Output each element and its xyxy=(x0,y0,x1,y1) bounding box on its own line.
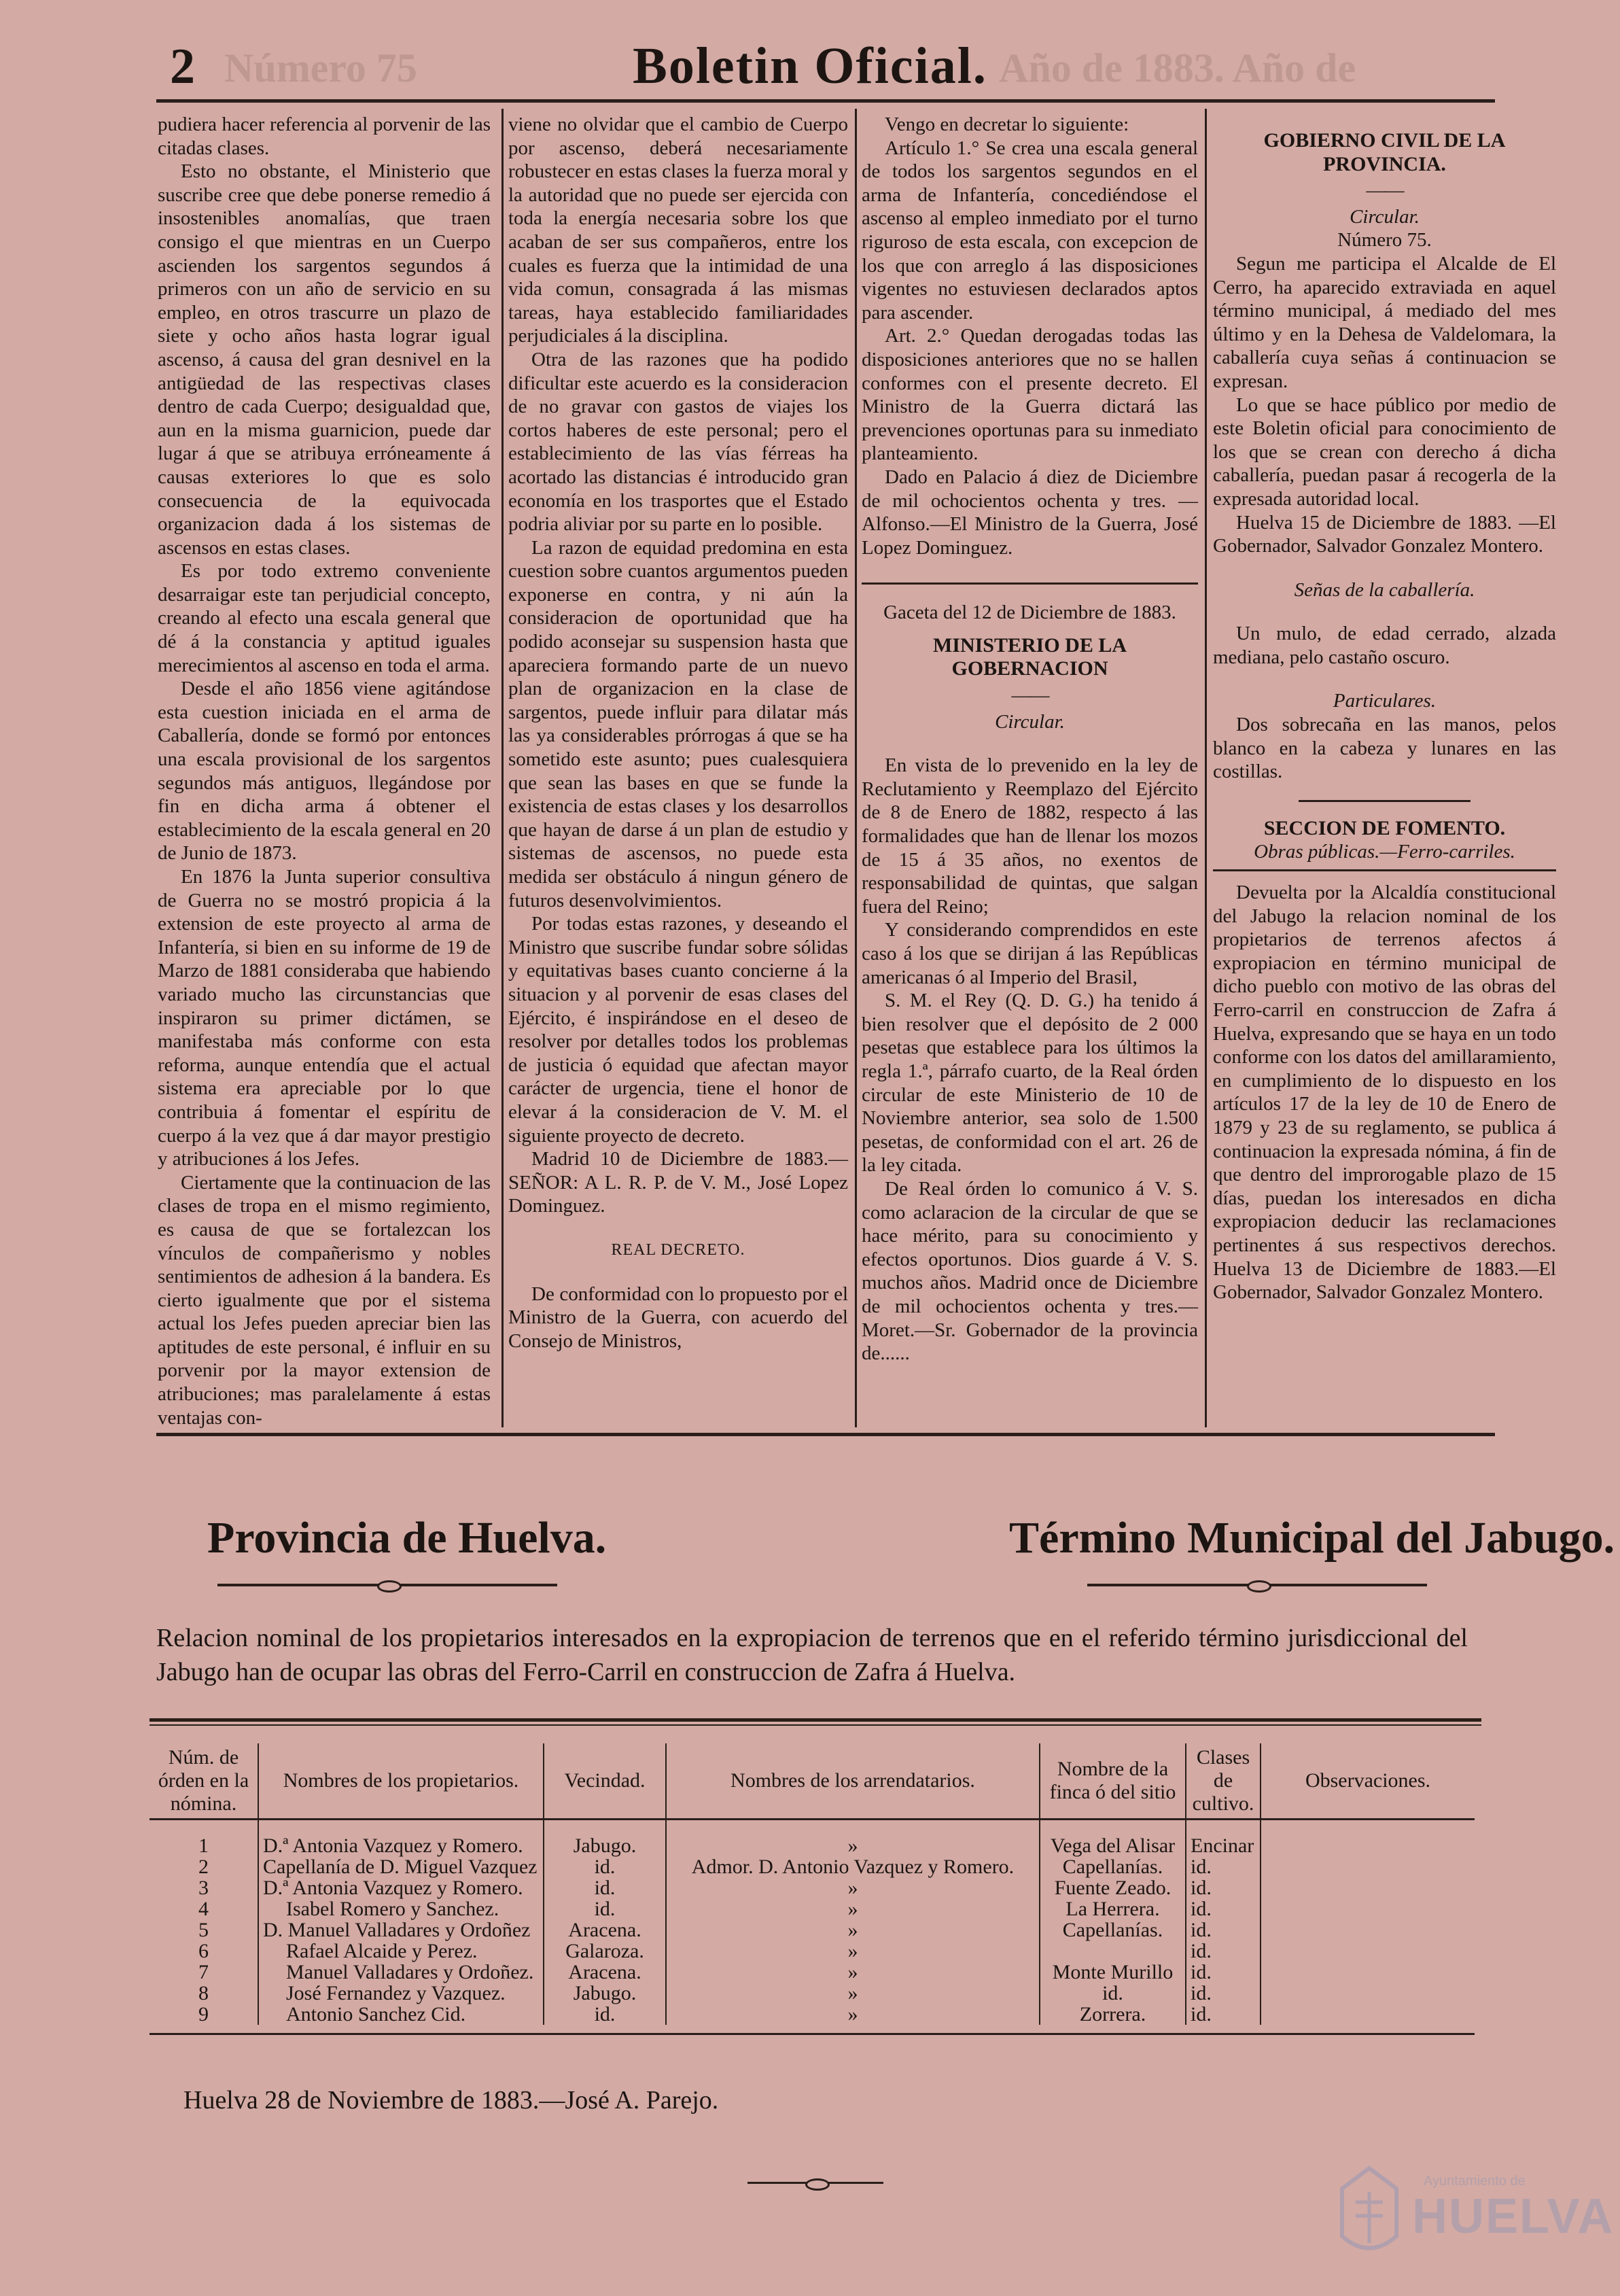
col3-paragraph: Art. 2.° Quedan derogadas todas las disposiciones anteriores que no se hallen conformes con el presente decreto. El Ministro de la Guerra dictará las prevenciones oportunas para su inmediato planteamiento. xyxy=(862,325,1198,465)
col2-paragraph: De conformidad con lo propuesto por el Ministro de la Guerra, con acuerdo del Consejo de Ministros, xyxy=(508,1283,848,1352)
obras-publicas-subheading: Obras públicas.—Ferro-carriles. xyxy=(1254,841,1515,863)
col3-paragraph: Vengo en decretar lo siguiente: xyxy=(885,114,1129,135)
watermark-small-text: Ayuntamiento de xyxy=(1424,2174,1526,2189)
col2-paragraph: Otra de las razones que ha podido dificultar este acuerdo es la consideracion de no gravar con gastos de viajes los cortos haberes de este personal; pero el establecimiento de las vías férreas ha acortado las distancias é introducido gran economía en los trasportes que el Estado podria aliviar por su parte en lo posible. xyxy=(508,348,848,536)
header-cultivo: Clases de cultivo. xyxy=(1186,1743,1261,1818)
termino-heading: Término Municipal del Jabugo. xyxy=(1009,1513,1615,1563)
col1-paragraph: Ciertamente que la continuacion de las clases de tropa en el mismo regimiento, es causa de que se fortalezcan los vínculos de compañerismo y nobles sentimientos de adhesion á la bandera. Es cierto igualmente que por el sistema actual los Jefes pueden apreciar bien las aptitudes de este personal, é influir en su porvenir por la mayor extension de atribuciones; mas paralelamente á estas ventajas con- xyxy=(158,1171,491,1429)
dash-separator: —— xyxy=(1366,179,1403,202)
particulares-heading: Particulares. xyxy=(1333,690,1437,712)
gaceta-line: Gaceta del 12 de Diciembre de 1883. xyxy=(883,602,1176,624)
column-1 xyxy=(158,113,491,1429)
provincia-heading: Provincia de Huelva. xyxy=(207,1513,607,1563)
col3-paragraph: Y considerando comprendidos en este caso á los que se dirijan á las Repúblicas americanas ó al Imperio del Brasil, xyxy=(862,919,1198,988)
table-row: 9 Antonio Sanchez Cid. id. » Zorrera. id. xyxy=(149,2004,1475,2025)
section-rule-wide xyxy=(156,1433,1495,1436)
table-top-rule xyxy=(149,1718,1481,1722)
section-rule xyxy=(1299,800,1471,802)
table-row: 8 José Fernandez y Vazquez. Jabugo. » id. id. xyxy=(149,1983,1475,2004)
header-finca: Nombre de la finca ó del sitio xyxy=(1040,1743,1186,1818)
bleed-through-text-2: Año de 1883. Año de xyxy=(999,46,1356,90)
col3-paragraph: En vista de lo prevenido en la ley de Reclutamiento y Reemplazo del Ejército de 8 de Enero de 1882, respecto á las formalidades que han de llenar los mozos de 15 á 35 años, no exentos de responsabilidad de quintas, que salgan fuera del Reino; xyxy=(862,754,1198,918)
signature-line: Huelva 28 de Noviembre de 1883.—José A. Parejo. xyxy=(183,2086,719,2115)
col1-paragraph: pudiera hacer referencia al porvenir de las citadas clases. xyxy=(158,114,491,159)
table-top-rule-thin xyxy=(149,1724,1481,1726)
col1-paragraph: Esto no obstante, el Ministerio que suscribe cree que debe ponerse remedio á insostenibles anomalías, que traen consigo el que mientras en un Cuerpo ascienden los sargentos segundos á primeros con un año de servicio en su empleo, en otros trascurre un plazo de siete y ocho años hasta lograr igual ascenso, á causa del gran desnivel en la antigüedad de las respectivas clases dentro de cada Cuerpo; desigualdad que, aun en la misma guarnicion, puede dar lugar á que se atribuya erróneamente á causas exteriores lo que es solo consecuencia de la equivocada organizacion dada á los sistemas de ascensos en estas clases. xyxy=(158,160,491,559)
ministerio-heading: MINISTERIO DE LA GOBERNACION xyxy=(932,633,1127,680)
watermark-text: HUELVA xyxy=(1412,2189,1615,2244)
numero-label: Número 75. xyxy=(1337,229,1432,251)
particulares-text: Dos sobrecaña en las manos, pelos blanco en la cabeza y lunares en las costillas. xyxy=(1213,714,1556,783)
closing-ornament xyxy=(747,2182,883,2184)
page-title: Boletin Oficial. xyxy=(633,37,987,94)
section-rule xyxy=(862,582,1198,585)
col3-paragraph: Dado en Palacio á diez de Diciembre de mil ochocientos ochenta y tres. —Alfonso.—El Ministro de la Guerra, José Lopez Dominguez. xyxy=(862,466,1198,559)
column-divider-3 xyxy=(1205,109,1207,1427)
col1-paragraph: Desde el año 1856 viene agitándose esta cuestion iniciada en el arma de Caballería, donde se formó por entonces una escala provisional de los sargentos segundos más antiguos, llegándose por fin en dicha arma á obtener el establecimiento de la escala general en 20 de Junio de 1873. xyxy=(158,678,491,865)
real-decreto-heading: REAL DECRETO. xyxy=(611,1240,745,1259)
section-rule xyxy=(1213,869,1556,871)
fomento-paragraph: Devuelta por la Alcaldía constitucional del Jabugo la relacion nominal de los propietarios de terrenos afectos á expropiacion en término municipal de dicho pueblo con motivo de las obras del Ferro-carril en construccion de Zafra á Huelva, expresando que se haya en un todo conforme con los datos del amillaramiento, en cumplimiento de lo dispuesto en los artículos 17 de la ley de 10 de Enero de 1879 y 23 de su reglamento, se publica á continuacion la expresada nómina, á fin de que dentro del improrogable plazo de 15 días, puedan los interesados en dicha expropiacion deducir las reclamaciones pertinentes á sus respectivos derechos. Huelva 13 de Diciembre de 1883.—El Gobernador, Salvador Gonzalez Montero. xyxy=(1213,882,1556,1304)
ornament-rule-left xyxy=(217,1584,557,1586)
table-bottom-rule xyxy=(149,2033,1475,2035)
col4-paragraph: Lo que se hace público por medio de este Boletin oficial para conocimiento de los que se crean con derecho á dicha caballería, puedan pasar á recogerla de la expresada autoridad local. xyxy=(1213,394,1556,510)
column-2 xyxy=(508,113,848,1353)
column-3 xyxy=(862,113,1198,1366)
header-vecindad: Vecindad. xyxy=(544,1743,666,1818)
col2-paragraph: La razon de equidad predomina en esta cuestion sobre cuantos argumentos pueden exponerse en contra, y ni aún la consideracion de oportunidad que ha podido aconsejar su suspension hasta que apareciera formando parte de un nuevo plan de organizacion en la clase de sargentos, puede influir para dilatar más las ya considerables prórrogas á que se ha sometido este asunto; pues cualesquiera que sean las bases en que se funde la existencia de estas clases y los desarrollos que hayan de darse á un plan de estudio y sistemas de ascensos, no puede esta medida ser obstáculo á ningun género de futuros desenvolvimientos. xyxy=(508,536,848,911)
circular-heading: Circular. xyxy=(995,710,1065,733)
column-divider-1 xyxy=(501,109,504,1427)
col3-paragraph: S. M. el Rey (Q. D. G.) ha tenido á bien resolver que el depósito de 2 000 pesetas que establece para los últimos la regla 1.ª, párrafo cuarto, de la Real órden circular de este Ministerio de 10 de Noviembre anterior, sea solo de 1.500 pesetas, de conformidad con el art. 26 de la ley citada. xyxy=(862,990,1198,1177)
circular-heading: Circular. xyxy=(1350,205,1420,228)
table-row: 2 Capellanía de D. Miguel Vazquez id. Admor. D. Antonio Vazquez y Romero. Capellanías. id. xyxy=(149,1856,1475,1877)
col1-paragraph: Es por todo extremo conveniente desarraigar este tan perjudicial concepto, creando al efecto una escala general que dé á la constancia y aptitud iguales merecimientos al ascenso en toda el arma. xyxy=(158,560,491,676)
bleed-through-text: Número 75 xyxy=(224,46,417,90)
column-4 xyxy=(1213,113,1556,1304)
dash-separator: —— xyxy=(1011,684,1049,707)
col3-paragraph: Artículo 1.° Se crea una escala general de todos los sargentos segundos en el arma de Infantería, concediéndose el ascenso al empleo inmediato por el turno riguroso de esta escala, con excepcion de los que con arreglo á las disposiciones vigentes no estuviesen declarados aptos para ascender. xyxy=(862,137,1198,324)
table-row: 5 D. Manuel Valladares y Ordoñez Aracena. » Capellanías. id. xyxy=(149,1919,1475,1941)
col3-paragraph: De Real órden lo comunico á V. S. como aclaracion de la circular de que se hace mérito, para su conocimiento y efectos oportunos. Dios guarde á V. S. muchos años. Madrid once de Diciembre de mil ochocientos ochenta y tres.—Moret.—Sr. Gobernador de la provincia de...... xyxy=(862,1177,1198,1365)
gobierno-civil-heading: GOBIERNO CIVIL DE LA PROVINCIA. xyxy=(1263,129,1506,175)
table-row: 4 Isabel Romero y Sanchez. id. » La Herrera. id. xyxy=(149,1898,1475,1919)
header-observaciones: Observaciones. xyxy=(1261,1743,1475,1818)
col2-paragraph: viene no olvidar que el cambio de Cuerpo por ascenso, deberá necesariamente robustecer en estas clases la fuerza moral y la autoridad que no puede ser ejercida con toda la energía necesaria sobre los que acaban de ser sus compañeros, entre los cuales es fuerza que la intimidad de una vida comun, consagrada á las mismas tareas, haya establecido familiaridades perjudiciales á la disciplina. xyxy=(508,114,849,347)
owners-table xyxy=(149,1743,1475,2035)
col2-paragraph: Por todas estas razones, y deseando el Ministro que suscribe fundar sobre sólidas y equitativas bases cuanto concierne á la situacion y al porvenir de esas clases del Ejército, é inspirándose en el deseo de resolver por detalles todos los problemas de justicia ó equidad que afectan mayor carácter de urgencia, tiene el honor de elevar á la consideracion de V. M. el siguiente proyecto de decreto. xyxy=(508,913,848,1147)
col2-paragraph: Madrid 10 de Diciembre de 1883.—SEÑOR: A L. R. P. de V. M., José Lopez Dominguez. xyxy=(508,1148,848,1217)
relacion-intro: Relacion nominal de los propietarios interesados en la expropiacion de terrenos que en el referido término jurisdiccional del Jabugo han de ocupar las obras del Ferro-Carril en construccion de Zafra á Huelva. xyxy=(156,1624,1468,1686)
header-arrendatarios: Nombres de los arrendatarios. xyxy=(666,1743,1040,1818)
ornament-rule-right xyxy=(1087,1584,1427,1586)
table-row: 3 D.ª Antonia Vazquez y Romero. id. » Fuente Zeado. id. xyxy=(149,1877,1475,1898)
col4-paragraph: Segun me participa el Alcalde de El Cerro, ha aparecido extraviada en aquel término municipal, á mediado del mes último y en la Dehesa de Valdelomara, la caballería cuya señas á continuacion se expresan. xyxy=(1213,252,1556,392)
ayuntamiento-watermark xyxy=(1332,2161,1615,2263)
seccion-fomento-heading: SECCION DE FOMENTO. xyxy=(1263,816,1506,839)
table-row: 1 D.ª Antonia Vazquez y Romero. Jabugo. » Vega del Alisar Encinar xyxy=(149,1820,1475,1856)
table-row: 6 Rafael Alcaide y Perez. Galaroza. » id. xyxy=(149,1941,1475,1962)
header-rule xyxy=(156,99,1495,103)
table-header-row xyxy=(149,1743,1475,1818)
column-divider-2 xyxy=(855,109,857,1427)
header-nombres: Nombres de los propietarios. xyxy=(258,1743,544,1818)
senas-heading: Señas de la caballería. xyxy=(1294,578,1475,601)
page-number: 2 xyxy=(170,39,195,94)
col4-paragraph: Huelva 15 de Diciembre de 1883. —El Gobernador, Salvador Gonzalez Montero. xyxy=(1213,511,1556,557)
header-numero: Núm. de órden en la nómina. xyxy=(158,1746,249,1815)
city-crest-icon xyxy=(1332,2161,1407,2263)
senas-text: Un mulo, de edad cerrado, alzada mediana, pelo castaño oscuro. xyxy=(1213,623,1556,668)
col1-paragraph: En 1876 la Junta superior consultiva de Guerra no se mostró propicia á la extension de este proyecto al arma de Infantería, si bien en su informe de 19 de Marzo de 1881 consideraba que habiendo variado mucho las circunstancias que inspiraron su primer dictámen, se manifestaba más conforme con esta reforma, aunque entendía que el actual sistema era apreciable por lo que contribuia á fomentar el espíritu de cuerpo á la vez que á dar mayor prestigio y atribuciones á los Jefes. xyxy=(158,866,491,1170)
table-row: 7 Manuel Valladares y Ordoñez. Aracena. » Monte Murillo id. xyxy=(149,1962,1475,1983)
